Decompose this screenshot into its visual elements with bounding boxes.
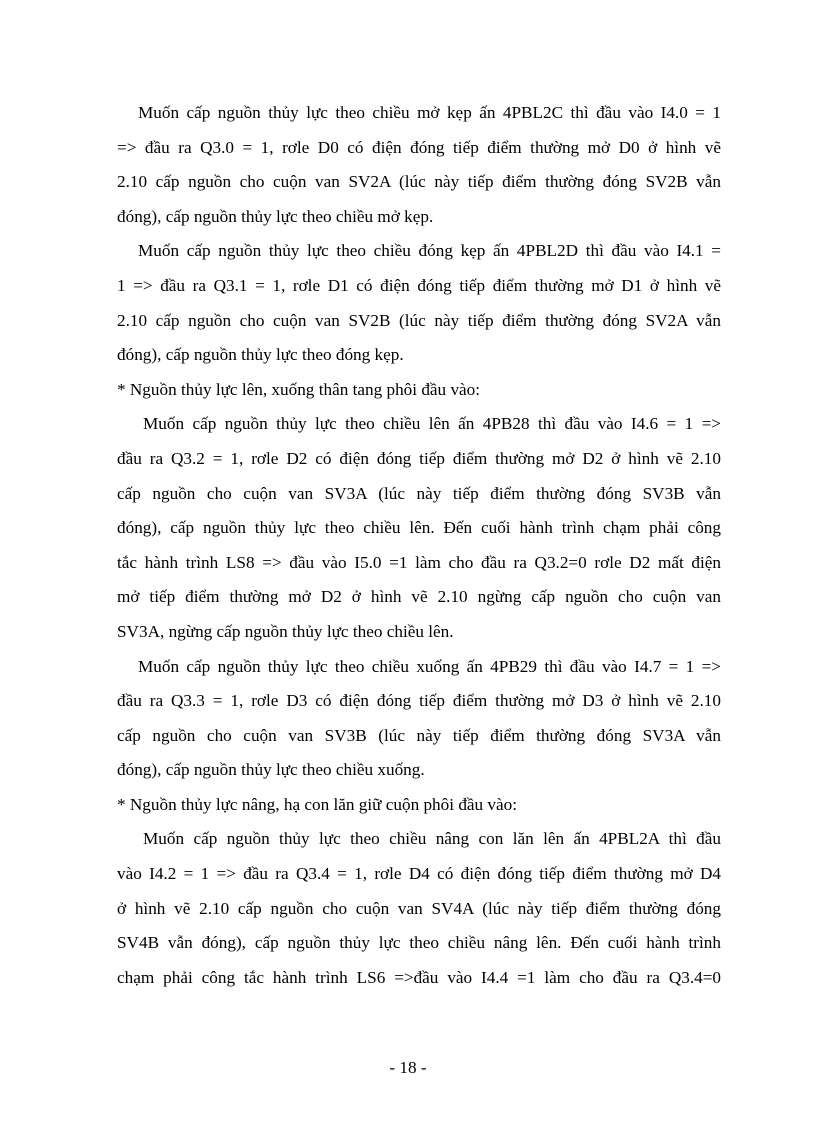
- section-heading: [117, 788, 721, 823]
- text-line: Muốn cấp nguồn thủy lực theo chiều lên ấn 4PB28 thì đầu vào I4.6 = 1 =>: [143, 414, 721, 434]
- text-line: đóng), cấp nguồn thủy lực theo chiều mở kẹp.: [117, 206, 434, 226]
- page-number: - 18 -: [389, 1058, 427, 1077]
- text-line: 1 => đầu ra Q3.1 = 1, rơle D1 có điện đóng tiếp điểm thường mở D1 ở hình vẽ: [117, 275, 721, 295]
- text-line: vào I4.2 = 1 => đầu ra Q3.4 = 1, rơle D4 có điện đóng tiếp điểm thường mở D4: [117, 864, 721, 884]
- paragraph: [117, 234, 721, 372]
- text-line: mở tiếp điểm thường mở D2 ở hình vẽ 2.10 ngừng cấp nguồn cho cuộn van: [117, 587, 721, 607]
- text-line: SV3A, ngừng cấp nguồn thủy lực theo chiều lên.: [117, 621, 454, 641]
- document-body: [117, 96, 721, 995]
- text-line: => đầu ra Q3.0 = 1, rơle D0 có điện đóng tiếp điểm thường mở D0 ở hình vẽ: [117, 137, 721, 157]
- text-line: * Nguồn thủy lực lên, xuống thân tang phôi đầu vào:: [117, 379, 481, 399]
- paragraph: [117, 96, 721, 234]
- text-line: ở hình vẽ 2.10 cấp nguồn cho cuộn van SV4A (lúc này tiếp điểm thường đóng: [117, 898, 721, 918]
- text-line: cấp nguồn cho cuộn van SV3A (lúc này tiếp điểm thường đóng SV3B vẫn: [117, 483, 721, 503]
- text-line: Muốn cấp nguồn thủy lực theo chiều đóng kẹp ấn 4PBL2D thì đầu vào I4.1 =: [138, 241, 721, 261]
- text-line: * Nguồn thủy lực nâng, hạ con lăn giữ cuộn phôi đầu vào:: [117, 794, 518, 814]
- text-line: Muốn cấp nguồn thủy lực theo chiều xuống ấn 4PB29 thì đầu vào I4.7 = 1 =>: [138, 656, 721, 676]
- paragraph: [117, 822, 721, 995]
- text-line: 2.10 cấp nguồn cho cuộn van SV2A (lúc này tiếp điểm thường đóng SV2B vẫn: [117, 172, 721, 192]
- paragraph: [117, 650, 721, 788]
- text-line: 2.10 cấp nguồn cho cuộn van SV2B (lúc này tiếp điểm thường đóng SV2A vẫn: [117, 310, 721, 330]
- text-line: SV4B vẫn đóng), cấp nguồn thủy lực theo chiều nâng lên. Đến cuối hành trình: [117, 933, 721, 953]
- text-line: đầu ra Q3.3 = 1, rơle D3 có điện đóng tiếp điểm thường mở D3 ở hình vẽ 2.10: [117, 691, 721, 711]
- text-line: đóng), cấp nguồn thủy lực theo chiều xuống.: [117, 760, 425, 780]
- text-line: tắc hành trình LS8 => đầu vào I5.0 =1 làm cho đầu ra Q3.2=0 rơle D2 mất điện: [117, 552, 721, 572]
- text-line: đóng), cấp nguồn thủy lực theo đóng kẹp.: [117, 345, 404, 365]
- text-line: cấp nguồn cho cuộn van SV3B (lúc này tiếp điểm thường đóng SV3A vẫn: [117, 725, 721, 745]
- text-line: Muốn cấp nguồn thủy lực theo chiều mở kẹp ấn 4PBL2C thì đầu vào I4.0 = 1: [138, 103, 721, 122]
- text-line: Muốn cấp nguồn thủy lực theo chiều nâng con lăn lên ấn 4PBL2A thì đầu: [143, 829, 721, 849]
- text-line: chạm phải công tắc hành trình LS6 =>đầu vào I4.4 =1 làm cho đầu ra Q3.4=0: [117, 967, 721, 987]
- text-line: đầu ra Q3.2 = 1, rơle D2 có điện đóng tiếp điểm thường mở D2 ở hình vẽ 2.10: [117, 448, 721, 468]
- paragraph: [117, 407, 721, 649]
- section-heading: [117, 373, 721, 408]
- text-line: đóng), cấp nguồn thủy lực theo chiều lên. Đến cuối hành trình chạm phải công: [117, 518, 721, 538]
